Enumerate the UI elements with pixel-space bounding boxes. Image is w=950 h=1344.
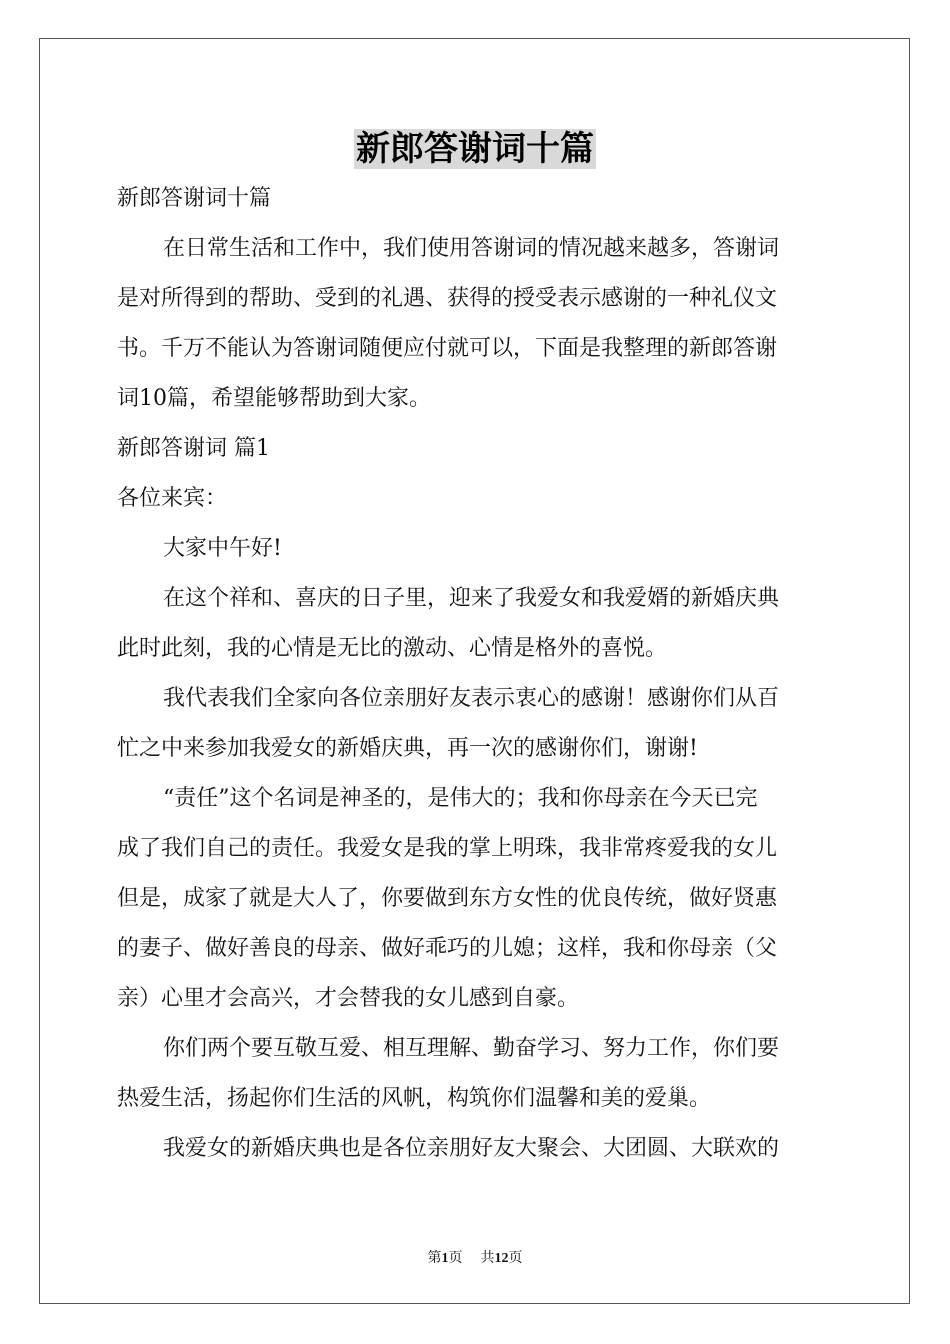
paragraph-line: 是对所得到的帮助、受到的礼遇、获得的授受表示感谢的一种礼仪文: [117, 286, 778, 311]
section-heading: 新郎答谢词 篇1: [117, 436, 270, 461]
paragraph-line: 我爱女的新婚庆典也是各位亲朋好友大聚会、大团圆、大联欢的: [163, 1136, 780, 1161]
paragraph-line: 热爱生活，扬起你们生活的风帆，构筑你们温馨和美的爱巢。: [117, 1086, 712, 1111]
page-suffix: 页: [448, 1251, 463, 1266]
paragraph-line: 你们两个要互敬互爱、相互理解、勤奋学习、努力工作，你们要: [163, 1036, 780, 1061]
document-title: [0, 124, 950, 174]
paragraph-line: 在日常生活和工作中，我们使用答谢词的情况越来越多，答谢词: [163, 236, 780, 261]
page-number: 1: [441, 1251, 449, 1266]
paragraph-line: 忙之中来参加我爱女的新婚庆典，再一次的感谢你们，谢谢!: [117, 736, 698, 761]
page-prefix: 第: [427, 1251, 442, 1266]
paragraph-line: 亲）心里才会高兴，才会替我的女儿感到自豪。: [117, 986, 580, 1011]
paragraph-line: 但是，成家了就是大人了，你要做到东方女性的优良传统，做好贤惠: [117, 886, 778, 911]
salutation-line: 各位来宾：: [117, 486, 228, 511]
total-suffix: 页: [508, 1251, 523, 1266]
paragraph-line: 成了我们自己的责任。我爱女是我的掌上明珠，我非常疼爱我的女儿: [117, 836, 778, 861]
page-footer: [0, 1247, 950, 1267]
paragraph-line: 书。千万不能认为答谢词随便应付就可以，下面是我整理的新郎答谢: [117, 336, 778, 361]
paragraph-line: 在这个祥和、喜庆的日子里，迎来了我爱女和我爱婿的新婚庆典: [163, 586, 780, 611]
greeting-line: 大家中午好!: [163, 536, 282, 561]
paragraph-line: 的妻子、做好善良的母亲、做好乖巧的儿媳；这样，我和你母亲（父: [117, 936, 778, 961]
paragraph-line: 我代表我们全家向各位亲朋好友表示衷心的感谢！感谢你们从百: [163, 686, 780, 711]
page-border: [39, 38, 910, 1304]
subtitle-line: 新郎答谢词十篇: [117, 186, 272, 211]
paragraph-line: “责任”这个名词是神圣的，是伟大的；我和你母亲在今天已完: [163, 786, 758, 811]
total-pages: 12: [494, 1251, 509, 1266]
document-title-text: 新郎答谢词十篇: [356, 129, 594, 169]
paragraph-line: 此时此刻，我的心情是无比的激动、心情是格外的喜悦。: [117, 636, 668, 661]
paragraph-line: 词10篇，希望能够帮助到大家。: [117, 386, 431, 411]
total-prefix: 共: [480, 1251, 495, 1266]
